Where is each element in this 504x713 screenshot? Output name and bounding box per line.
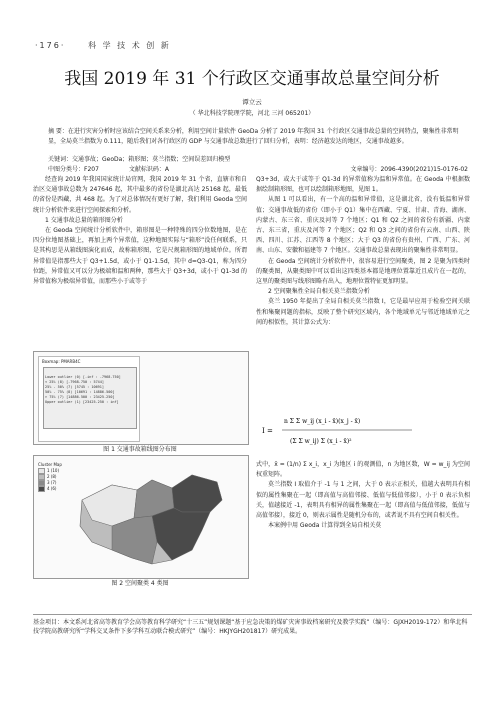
keywords: 关键词：交通事故；GeoDa；箱形图；莫兰指数；空间误差回归模型 [48, 156, 231, 163]
classification-line [48, 164, 468, 173]
clc-number: 中图分类号：F207 [48, 166, 99, 173]
paragraph: Q3+3d，或大于或等于 Q1-3d 的异常值称为温和异常值。在 Geoda 中根据数据绘制箱形图，也可以绘制箱形地图，见图 1。 [256, 176, 470, 194]
left-column [33, 175, 247, 287]
affiliation: （ 华北科技学院理学院，河北 三河 065201） [189, 110, 315, 117]
legend-row: Lower outlier (0) [-inf : -7968.750] [45, 375, 121, 379]
paragraph: 在 Geoda 空间统计分析软件中，很容易进行空间聚类，图 2 是聚为四类时的聚类图，从聚类图中可以看出这四类基本都是地理位置靠近且成片在一起的，这里的聚类图与线形图略有出入，地理位置特征更加明显。 [256, 257, 470, 286]
paragraph: 在 Geoda 空间统计分析软件中，箱形图是一种特殊的四分位数地图，是在四分位地图基础上，再加上两个异常值，这种地图实际与“箱形”没任何联系，只是其构思是从箱线图演化而成，故称箱形图，它是尺规箱形图的地域单位。所谓异常值是指那些大于 Q3+1.5d，或小于 Q1-1.5d，其中 d=Q3-Q1，称为四分位距，异常值又可以分为极端和温和两种，那些大于 Q3+3d，或小于 Q1-3d 的异常值称为极端异常值，而那些小于或等于 [33, 227, 247, 286]
doc-code: 文献标识码：A [128, 166, 169, 173]
china-cluster-map [42, 460, 242, 572]
formula-lhs: I = [262, 427, 273, 435]
legend-item: 3 (7) [38, 480, 62, 486]
right-column [256, 175, 470, 328]
figure-1-boxmap [33, 351, 249, 445]
journal-name: 科 学 技 术 创 新 [88, 41, 171, 50]
legend-row: 25% - 50% (7) [5745 : 10691] [45, 385, 105, 389]
figure-2-cluster-map [33, 455, 249, 579]
paragraph: 经查询 2019 年我国国家统计局官网，我国 2019 年 31 个省，直辖市和自治区交通事故总数为 247646 起，其中最多的省份是湖北高达 25168 起，最低的省份是西藏，共 468 起。为了对总体情况有更好了解，我们利用 Geoda 空间统计分析软件来进行空间探索和分析。 [33, 176, 247, 214]
panel-title: Boxmap: PMARB4C [42, 359, 81, 364]
legend-item: 2 (8) [38, 474, 62, 480]
footnote-rule [33, 614, 472, 615]
page-number: ·176· [35, 41, 66, 50]
section-heading: 1 交通事故总量的箱形图分析 [45, 216, 123, 224]
figure-2-caption: 图 2 空间聚类 4 类图 [111, 580, 169, 587]
boxmap-panel [38, 356, 140, 442]
paragraph: 从图 1 可以看出，有一个高的温和异常值，这是湖北省，没有低温和异常值；交通事故低的省份（即小于 Q1）集中在西藏、宁夏、甘肃、青海、湖南、内蒙古、东三省、重庆及河等 7 个地区；Q1 和 Q2 之间的省份有新疆、内蒙古、东三省，重庆及河等 7 个地区；Q2 和 Q3 之间的省份有云南、山西、陕西、四川、江苏、江西等 8 个地区；大于 Q3 的省份有贵州、广西、广东、河南、山东、安徽和福建等 7 个地区。交通事故总量表现出的聚集性非常明显。 [256, 196, 470, 255]
section-heading: 2 空间聚集性全局自相关莫兰指数分析 [268, 288, 370, 296]
legend-item: 1 (10) [38, 468, 62, 474]
article-number: 文章编号：2096-4390(2021)15-0176-02 [350, 166, 468, 173]
paragraph: 本案例中用 Geoda 计算得到全局自相关莫 [268, 522, 382, 530]
moran-formula [262, 403, 462, 459]
boxmap-legend-rows [45, 375, 121, 405]
formula-denominator: (Σ Σ w_ij) Σ (x_i - x̄)² [290, 438, 352, 445]
paragraph: 莫兰指数 I 取值介于 -1 与 1 之间，大于 0 表示正相关，值越大表明具有相似的属性集聚在一起（即高值与高值邻接、低值与低值邻接），小于 0 表示负相关，值越接近 -1，表明具有相异的属性集聚在一起（即高值与低值邻接，低值与高值邻接），接近 0，则表示属性是随机分布的，或者说不具有空间自相关性。 [256, 481, 470, 520]
region-northeast [172, 475, 222, 512]
legend-item: 4 (6) [38, 486, 62, 492]
paper-title: 我国 2019 年 31 个行政区交通事故总量空间分析 [64, 69, 440, 89]
legend-row: > 75% (7) [14886.500 : 23425.250] [45, 395, 115, 399]
footnote: 基金项目：本文系河北省高等教育学会高等教育科学研究“十三五”规划课题“基于应急决策的煤矿灾害事故档案研究及教学实践”（编号：GJXH2019-172）和华北科技学院高教研究所“学科交叉条件下多学科互动联合模式研究”（编号：HKJYGH201817）研究成果。 [33, 619, 468, 635]
running-header [35, 40, 171, 51]
figure-1-caption: 图 1 交通事故箱线图分布图 [103, 446, 177, 453]
legend-row: < 25% (8) [-7968.750 : 5744] [45, 380, 105, 384]
formula-numerator: n Σ Σ w_ij (x_i - x̄)(x_j - x̄) [284, 418, 361, 425]
author: 谭立云 [242, 98, 262, 106]
paragraph: 莫兰 1950 年提出了全局自相关莫兰指数 I，它是最早应用于检验空间关联性和集聚问题的指标，反映了整个研究区域内，各个地域单元与邻近地域单元之间的相似性，其计算公式为： [256, 298, 470, 326]
formula-graphic [262, 403, 462, 459]
legend-row: Upper outlier (1) [23425.250 : inf] [45, 400, 119, 404]
abstract: 摘 要：在进行灾害分析时应该结合空间关系来分析，利用空间计量软件 GeoDa 分析了 2019 年我国 31 个行政区交通事故总量的空间特点，聚集性非常明显，全局莫兰指数为 0.111，随后我们对各行政区的 GDP 与交通事故总数进行了回归分析，表明：经济越发达的地区，交通事故越多。 [48, 128, 459, 145]
legend-title: Cluster Map [38, 462, 62, 467]
legend-row: 50% - 75% (8) [10691 : 14886.500] [45, 390, 115, 394]
paragraph: 式中，x̄ = (1/n) Σ x_i，x_i 为地区 i 的观测值，n 为地区数，W = w_ij 为空间权重矩阵。 [256, 461, 470, 479]
right-column-lower [256, 460, 470, 531]
